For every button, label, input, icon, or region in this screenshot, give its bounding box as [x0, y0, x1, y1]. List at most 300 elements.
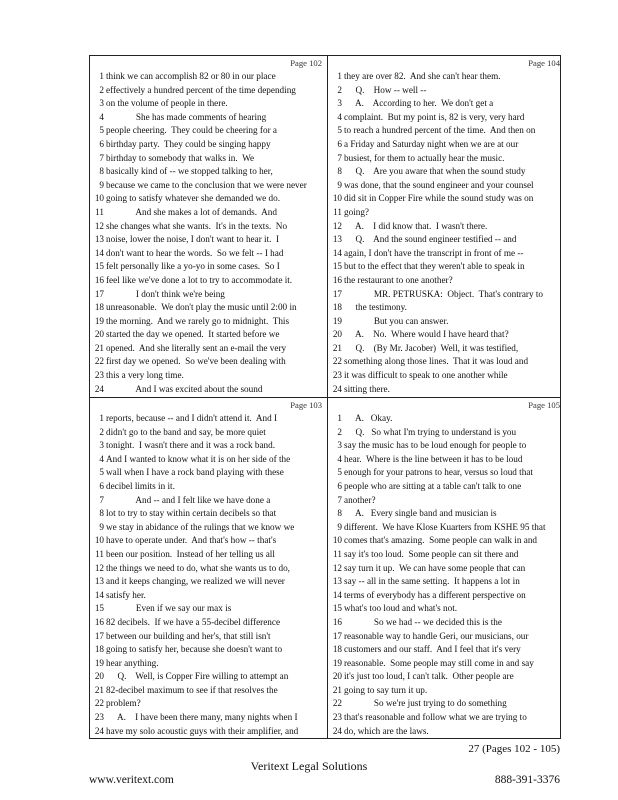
line-text: because we came to the conclusion that we were never	[106, 179, 307, 190]
transcript-line	[328, 111, 564, 125]
transcript-line	[90, 616, 326, 630]
transcript-line	[90, 466, 326, 480]
line-number: 1	[337, 413, 342, 423]
line-text: And she makes a lot of demands. And	[106, 206, 277, 217]
transcript-line	[90, 233, 326, 247]
line-text: problem?	[106, 698, 141, 709]
line-number: 9	[99, 179, 104, 190]
transcript-line	[328, 562, 564, 576]
line-number: 20	[332, 329, 342, 340]
transcript-line	[328, 725, 564, 739]
transcript-line	[328, 152, 564, 166]
line-text: wall when I have a rock band playing with these	[106, 467, 284, 478]
line-number: 8	[337, 508, 342, 519]
line-number: 11	[333, 206, 342, 217]
line-number: 21	[332, 342, 342, 353]
line-text: 82 decibels. If we have a 55-decibel difference	[106, 616, 281, 627]
transcript-line	[328, 616, 564, 630]
line-number: 12	[94, 220, 104, 231]
line-text: Even if we say our max is	[106, 603, 232, 614]
line-number: 10	[94, 535, 104, 546]
transcript-line	[90, 342, 326, 356]
transcript-line	[328, 97, 564, 111]
line-text: was done, that the sound engineer and your counsel	[344, 179, 534, 190]
transcript-line	[328, 124, 564, 138]
line-text: decibel limits in it.	[106, 480, 175, 491]
transcript-line	[328, 453, 564, 467]
line-text: Q. How -- well --	[344, 84, 427, 95]
line-text: it was difficult to speak to one another while	[344, 370, 508, 381]
transcript-line	[90, 548, 326, 562]
line-number: 19	[94, 657, 104, 668]
transcript-line	[90, 670, 326, 684]
line-text: Q. (By Mr. Jacober) Well, it was testified,	[344, 342, 519, 353]
transcript-line	[328, 206, 564, 220]
transcript-line	[328, 369, 564, 383]
line-number: 4	[337, 111, 342, 122]
line-number: 17	[94, 630, 104, 641]
line-number: 8	[99, 508, 104, 519]
transcript-line	[90, 507, 326, 521]
transcript-line	[90, 124, 326, 138]
line-text: feel like we've done a lot to try to accommodate it.	[106, 274, 293, 285]
transcript-line	[328, 165, 564, 179]
line-text: And I was excited about the sound	[106, 383, 263, 394]
transcript-line	[328, 534, 564, 548]
line-number: 2	[99, 426, 104, 437]
line-number: 23	[94, 370, 104, 381]
line-text: terms of everybody has a different perspective on	[344, 589, 526, 600]
transcript-line	[328, 260, 564, 274]
transcript-line	[90, 643, 326, 657]
transcript-line	[90, 70, 326, 84]
transcript-line	[90, 426, 326, 440]
line-number: 11	[95, 206, 104, 217]
transcript-line	[328, 274, 564, 288]
line-number: 22	[94, 698, 104, 709]
line-number: 1	[99, 71, 104, 81]
line-number: 17	[332, 630, 342, 641]
line-text: A. I have been there many, many nights when I	[106, 712, 298, 723]
line-number: 12	[332, 220, 342, 231]
transcript-line	[90, 192, 326, 206]
line-number: 11	[333, 548, 342, 559]
line-text: the testimony.	[344, 302, 407, 313]
transcript-line	[90, 84, 326, 98]
transcript-line	[328, 383, 564, 397]
transcript-line	[90, 589, 326, 603]
transcript-line	[90, 260, 326, 274]
transcript-lines	[90, 412, 326, 738]
transcript-line	[90, 697, 326, 711]
page-range-footer: 27 (Pages 102 - 105)	[468, 743, 560, 755]
transcript-line	[90, 369, 326, 383]
line-number: 22	[332, 698, 342, 709]
transcript-page-103	[90, 398, 326, 739]
line-text: felt personally like a yo-yo in some cases. So I	[106, 261, 280, 272]
line-number: 3	[337, 98, 342, 109]
line-text: unreasonable. We don't play the music until 2:00 in	[106, 302, 297, 313]
company-name: Veritext Legal Solutions	[250, 759, 368, 773]
transcript-line	[328, 288, 564, 302]
line-text: 82-decibel maximum to see if that resolves the	[106, 684, 278, 695]
line-number: 7	[337, 494, 342, 505]
line-number: 18	[94, 644, 104, 655]
line-number: 23	[332, 370, 342, 381]
line-text: the morning. And we rarely go to midnight. This	[106, 315, 290, 326]
transcript-lines	[328, 70, 564, 396]
transcript-line	[90, 247, 326, 261]
transcript-line	[328, 192, 564, 206]
line-number: 4	[337, 453, 342, 464]
line-text: customers and our staff. And I feel that it's very	[344, 644, 521, 655]
line-text: and it keeps changing, we realized we will never	[106, 576, 285, 587]
line-number: 9	[337, 179, 342, 190]
line-text: didn't go to the band and say, be more quiet	[106, 426, 266, 437]
transcript-line	[90, 412, 326, 426]
transcript-line	[90, 111, 326, 125]
transcript-line	[90, 494, 326, 508]
line-text: And -- and I felt like we have done a	[106, 494, 271, 505]
transcript-line	[328, 507, 564, 521]
transcript-line	[90, 711, 326, 725]
line-number: 18	[94, 302, 104, 313]
transcript-line	[328, 426, 564, 440]
line-number: 18	[332, 302, 342, 313]
line-text: hear anything.	[106, 657, 159, 668]
line-text: comes that's amazing. Some people can walk in and	[344, 535, 538, 546]
line-text: the things we need to do, what she wants us to do,	[106, 562, 290, 573]
transcript-line	[328, 589, 564, 603]
line-text: Q. And the sound engineer testified -- and	[344, 234, 517, 245]
line-number: 24	[332, 383, 342, 394]
line-text: reasonable way to handle Geri, our musicians, our	[344, 630, 529, 641]
line-number: 7	[337, 152, 342, 163]
transcript-line	[90, 521, 326, 535]
line-text: reasonable. Some people may still come in and say	[344, 657, 534, 668]
transcript-line	[90, 480, 326, 494]
line-text: going to satisfy whatever she demanded we do.	[106, 193, 281, 204]
line-number: 3	[337, 440, 342, 451]
line-number: 14	[332, 247, 342, 258]
line-number: 8	[337, 166, 342, 177]
line-text: have my solo acoustic guys with their amplifier, and	[106, 725, 299, 736]
line-number: 17	[332, 288, 342, 299]
line-number: 23	[332, 712, 342, 723]
transcript-line	[90, 206, 326, 220]
transcript-line	[328, 328, 564, 342]
line-number: 18	[332, 644, 342, 655]
line-number: 5	[337, 467, 342, 478]
transcript-line	[328, 630, 564, 644]
line-text: noise, lower the noise, I don't want to hear it. I	[106, 234, 280, 245]
line-text: So we had -- we decided this is the	[344, 616, 502, 627]
transcript-line	[90, 630, 326, 644]
line-number: 13	[94, 234, 104, 245]
transcript-line	[328, 179, 564, 193]
line-text: sitting there.	[344, 383, 390, 394]
line-number: 13	[332, 234, 342, 245]
transcript-page-105	[328, 398, 564, 739]
line-number: 15	[94, 261, 104, 272]
line-number: 21	[94, 342, 104, 353]
line-text: birthday party. They could be singing happy	[106, 138, 271, 149]
line-text: we stay in abidance of the rulings that we know we	[106, 521, 295, 532]
line-number: 15	[332, 603, 342, 614]
transcript-line	[90, 179, 326, 193]
line-number: 4	[99, 111, 104, 122]
transcript-line	[90, 288, 326, 302]
line-number: 10	[332, 535, 342, 546]
line-text: this a very long time.	[106, 370, 184, 381]
transcript-line	[90, 315, 326, 329]
line-number: 14	[94, 589, 104, 600]
transcript-line	[328, 439, 564, 453]
transcript-lines	[328, 412, 564, 738]
line-text: between our building and her's, that still isn't	[106, 630, 271, 641]
line-text: going to say turn it up.	[344, 684, 428, 695]
line-text: think we can accomplish 82 or 80 in our place	[106, 71, 276, 81]
transcript-line	[328, 643, 564, 657]
line-number: 24	[94, 383, 104, 394]
line-text: on the volume of people in there.	[106, 98, 228, 109]
transcript-line	[328, 220, 564, 234]
transcript-line	[328, 670, 564, 684]
transcript-line	[328, 342, 564, 356]
line-number: 16	[94, 616, 104, 627]
transcript-line	[90, 165, 326, 179]
transcript-line	[90, 220, 326, 234]
transcript-lines	[90, 70, 326, 396]
transcript-grid	[89, 55, 561, 739]
line-text: A. Every single band and musician is	[344, 508, 497, 519]
line-text: started the day we opened. It started before we	[106, 329, 280, 340]
transcript-line	[328, 233, 564, 247]
transcript-line	[90, 355, 326, 369]
line-number: 6	[99, 480, 104, 491]
line-text: satisfy her.	[106, 589, 146, 600]
line-text: that's reasonable and follow what we are trying to	[344, 712, 527, 723]
line-number: 6	[337, 138, 342, 149]
company-website: www.veritext.com	[89, 774, 174, 786]
transcript-page-102	[90, 56, 326, 397]
line-text: another?	[344, 494, 376, 505]
line-number: 1	[337, 71, 342, 81]
line-text: she changes what she wants. It's in the texts. No	[106, 220, 288, 231]
line-text: have to operate under. And that's how -- that's	[106, 535, 277, 546]
transcript-line	[90, 152, 326, 166]
line-text: effectively a hundred percent of the time depending	[106, 84, 296, 95]
line-number: 24	[332, 725, 342, 736]
transcript-line	[328, 355, 564, 369]
line-number: 5	[99, 467, 104, 478]
line-text: but to the effect that they weren't able to speak in	[344, 261, 525, 272]
page-number-label: Page 103	[290, 400, 322, 410]
line-number: 14	[94, 247, 104, 258]
line-number: 2	[337, 84, 342, 95]
transcript-line	[90, 725, 326, 739]
line-number: 7	[99, 494, 104, 505]
line-number: 17	[94, 288, 104, 299]
transcript-line	[90, 301, 326, 315]
transcript-line	[90, 657, 326, 671]
transcript-line	[328, 84, 564, 98]
line-number: 19	[332, 657, 342, 668]
line-text: do, which are the laws.	[344, 725, 429, 736]
line-text: people cheering. They could be cheering for a	[106, 125, 278, 136]
transcript-line	[328, 466, 564, 480]
line-number: 10	[94, 193, 104, 204]
line-number: 9	[99, 521, 104, 532]
line-text: don't want to hear the words. So we felt -- I had	[106, 247, 284, 258]
line-text: She has made comments of hearing	[106, 111, 267, 122]
line-number: 5	[337, 125, 342, 136]
line-text: reports, because -- and I didn't attend it. And I	[106, 413, 278, 423]
transcript-line	[90, 453, 326, 467]
transcript-line	[90, 562, 326, 576]
page-number-label: Page 105	[528, 400, 560, 410]
line-number: 24	[94, 725, 104, 736]
transcript-line	[90, 383, 326, 397]
line-number: 6	[337, 480, 342, 491]
transcript-line	[328, 412, 564, 426]
page-number-label: Page 104	[528, 58, 560, 68]
line-number: 15	[94, 603, 104, 614]
line-text: say the music has to be loud enough for people to	[344, 440, 527, 451]
transcript-line	[328, 301, 564, 315]
line-number: 4	[99, 453, 104, 464]
page-number-label: Page 102	[290, 58, 322, 68]
line-number: 9	[337, 521, 342, 532]
line-number: 11	[95, 548, 104, 559]
line-text: hear. Where is the line between it has to be loud	[344, 453, 523, 464]
line-number: 1	[99, 413, 104, 423]
transcript-line	[90, 439, 326, 453]
transcript-line	[328, 138, 564, 152]
line-text: a Friday and Saturday night when we are at our	[344, 138, 519, 149]
line-number: 5	[99, 125, 104, 136]
line-text: people who are sitting at a table can't talk to one	[344, 480, 522, 491]
line-text: birthday to somebody that walks in. We	[106, 152, 255, 163]
transcript-line	[328, 711, 564, 725]
line-text: what's too loud and what's not.	[344, 603, 458, 614]
transcript-line	[328, 315, 564, 329]
transcript-line	[328, 575, 564, 589]
line-text: enough for your patrons to hear, versus so loud that	[344, 467, 533, 478]
line-text: been our position. Instead of her telling us all	[106, 548, 275, 559]
line-number: 19	[94, 315, 104, 326]
transcript-line	[90, 684, 326, 698]
line-text: And I wanted to know what it is on her side of the	[106, 453, 291, 464]
line-text: again, I don't have the transcript in front of me --	[344, 247, 524, 258]
line-number: 8	[99, 166, 104, 177]
transcript-line	[328, 247, 564, 261]
line-number: 12	[332, 562, 342, 573]
line-number: 14	[332, 589, 342, 600]
line-number: 13	[94, 576, 104, 587]
line-text: tonight. I wasn't there and it was a rock band.	[106, 440, 276, 451]
line-text: they are over 82. And she can't hear them.	[344, 71, 501, 81]
line-number: 13	[332, 576, 342, 587]
line-text: complaint. But my point is, 82 is very, very hard	[344, 111, 525, 122]
line-text: say turn it up. We can have some people that can	[344, 562, 526, 573]
line-number: 20	[94, 671, 104, 682]
line-text: lot to try to stay within certain decibels so that	[106, 508, 277, 519]
line-number: 10	[332, 193, 342, 204]
line-text: basically kind of -- we stopped talking to her,	[106, 166, 273, 177]
line-number: 22	[94, 356, 104, 367]
line-text: Q. Are you aware that when the sound study	[344, 166, 526, 177]
line-number: 3	[99, 98, 104, 109]
line-number: 22	[332, 356, 342, 367]
line-text: MR. PETRUSKA: Object. That's contrary to	[344, 288, 544, 299]
line-number: 21	[332, 684, 342, 695]
line-number: 16	[94, 274, 104, 285]
line-text: A. According to her. We don't get a	[344, 98, 494, 109]
company-phone: 888-391-3376	[494, 774, 560, 786]
line-text: first day we opened. So we've been dealing with	[106, 356, 286, 367]
transcript-line	[328, 70, 564, 84]
transcript-line	[90, 138, 326, 152]
transcript-line	[90, 575, 326, 589]
transcript-line	[90, 274, 326, 288]
transcript-line	[328, 657, 564, 671]
line-number: 23	[94, 712, 104, 723]
line-number: 16	[332, 616, 342, 627]
line-text: something along those lines. That it was loud and	[344, 356, 529, 367]
transcript-line	[328, 697, 564, 711]
line-text: Q. So what I'm trying to understand is you	[344, 426, 517, 437]
line-text: to reach a hundred percent of the time. And then on	[344, 125, 536, 136]
line-number: 6	[99, 138, 104, 149]
transcript-line	[90, 97, 326, 111]
transcript-line	[90, 534, 326, 548]
line-number: 3	[99, 440, 104, 451]
line-number: 15	[332, 261, 342, 272]
line-text: going?	[344, 206, 370, 217]
line-number: 16	[332, 274, 342, 285]
line-text: A. No. Where would I have heard that?	[344, 329, 509, 340]
line-number: 2	[99, 84, 104, 95]
transcript-line	[328, 521, 564, 535]
line-text: But you can answer.	[344, 315, 449, 326]
line-text: busiest, for them to actually hear the music.	[344, 152, 505, 163]
line-number: 19	[332, 315, 342, 326]
line-text: A. Okay.	[344, 413, 393, 423]
line-number: 2	[337, 426, 342, 437]
transcript-page-104	[328, 56, 564, 397]
line-text: going to satisfy her, because she doesn't want to	[106, 644, 283, 655]
transcript-line	[90, 328, 326, 342]
line-number: 21	[94, 684, 104, 695]
line-number: 7	[99, 152, 104, 163]
transcript-line	[328, 494, 564, 508]
line-text: it's just too loud, I can't talk. Other people are	[344, 671, 514, 682]
line-text: Q. Well, is Copper Fire willing to attempt an	[106, 671, 289, 682]
line-text: So we're just trying to do something	[344, 698, 507, 709]
line-number: 20	[94, 329, 104, 340]
line-text: opened. And she literally sent an e-mail the very	[106, 342, 287, 353]
line-text: I don't think we're being	[106, 288, 225, 299]
line-text: A. I did know that. I wasn't there.	[344, 220, 488, 231]
line-text: different. We have Klose Kuarters from KSHE 95 that	[344, 521, 546, 532]
transcript-line	[328, 602, 564, 616]
transcript-line	[328, 684, 564, 698]
transcript-line	[90, 602, 326, 616]
line-number: 12	[94, 562, 104, 573]
transcript-line	[328, 548, 564, 562]
line-text: the restaurant to one another?	[344, 274, 453, 285]
